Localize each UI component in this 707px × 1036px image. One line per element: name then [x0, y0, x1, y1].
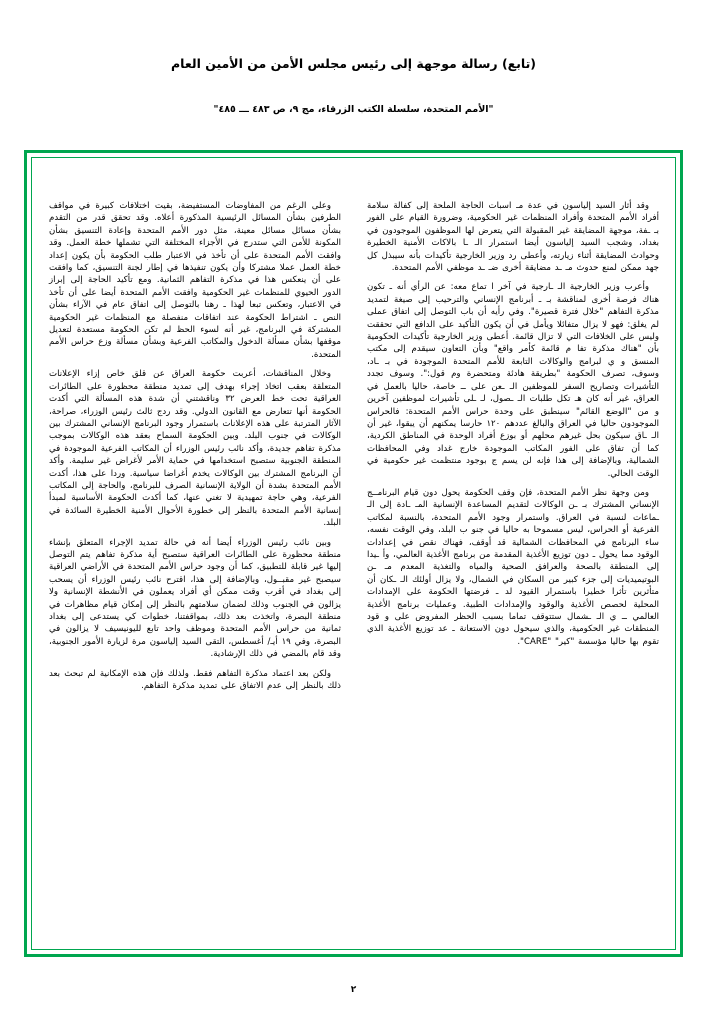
- page-number: ٢: [350, 985, 357, 995]
- document-source-citation: "الأمم المتحدة، سلسلة الكتب الزرقاء، مج ٩، ص ٤٨٣ ـــ ٤٨٥": [213, 104, 494, 115]
- column-left: [49, 200, 341, 900]
- paragraph: وعلى الرغم من المفاوضات المستفيضة، بقيت اختلافات كبيرة في مواقف الطرفين بشأن المسائل الرئيسية المذكورة أعلاه. وقد تحقق قدر من التقدم بشأن مسائل مسائل معينة، مثل دور الأمم المتحدة وإعادة التنسيق بشأن المكونة للأمن التي ستدرج في الأجزاء المختلفة التي تشملها خطة العمل. وقد وافقت الأمم المتحدة على أن تأخذ في الاعتبار طلب الحكومة بأن يكون إعداد خطة العمل عملا مشتركا وأن يكون تنفيذها في إطار لجنة التنسيق، كما وافقت على أن ينعكس هذا في مذكرة التفاهم الثمانية. ومع تأكيد الحاجة إلى إبراز الدور الحيوي للمنظمات غير الحكومية وافقت الأمم المتحدة أيضا على أن تأخذ في الاعتبار، وتعكس تبعا لهذا ـ رهنا بالتوصل إلى اتفاق عام في الآراء بشأن النص ـ اشتراط الحكومة عند اتفاقات منفصلة مع المنظمات غير الحكومية المشتركة في البرنامج، غير أنه لسوء الحظ لم تكن الحكومة مستعدة لتعديل موقفها بشأن مسألة الدخول والمكاتب الفرعية وبشأن مسألة وزع حراس الأمم المتحدة.: [49, 201, 341, 360]
- two-column-body: [48, 200, 659, 900]
- paragraph: وخلال المناقشات، أعربت حكومة العراق عن قلق خاص إزاء الإعلانات المتعلقة بعقب اتخاذ إجراء بهدف إلى تمديد منطقة محظورة على الطائرات العراقية تحت خط العرض ٣٢ وناقشتني أن شدة هذه المسألة التي أكدت الحكومة أنها تتعارض مع القانون الدولي. وقد ردج ثالث رئيس الوزراء، صراحة، الآثار المترتبة على هذه الإعلانات باستمرار وجود البرنامج الإنساني المشترك بين الوكالات في جنوب البلد. وبين الحكومة السماح بعقد هذه الوكالات بموجب مذكرة تفاهم جديدة، وأكد نائب رئيس الوزراء أن المكاتب الفرعية الموجودة في المنطقة الجنوبية ستصبح استخدامها في حماية الأمر لأغراض غير سليمة. وأكد أن البرنامج المشترك بين الوكالات يخدم أغراضا سياسية. وردا على هذا، أكدت الأمم المتحدة بشدة أن الولاية الإنسانية الصرف للبرنامج، والحاجة إلى المكاتب الفرعية، وهي حاجة تمهيدية لا تغني عنها، كما أكدت الحكومة الأساسية لمبدأ إنسانية الأمم المتحدة بالنظر إلى خطورة الأحوال الأمنية الخطيرة السائدة في البلد.: [49, 369, 341, 529]
- paragraph: وأعرب وزير الخارجية الـ ـارجية في آخر ا تماع معه: عن الرأي أنه ـ تكون هناك فرصة أخرى لمناقشة بـ ـ أبرنامج الإنساني والترحيب إلى صيغة لتمديد مذكرة التفاهم "خلال فترة قصيرة". وفي رأيه أن باب التوصل إلى اتفاق عملى لم يغلق: فهو لا يزال متفائلا ويأمل في أن يكون التأكيد على الدافع التي تحققت وليس على الخلافات التي لا تزال قائمة. أعطى وزير الخارجية تأكيدات الحكومية بأن "هناك مذكرة تفا م قائمة كأمر واقع" وبأن التعاون سيقدم إلى مكتب المنسق و ي لبرامج والوكالات التابعة للأمم المتحدة الموجودة في بـ ـاد، وسوف، تصرف الحكومة "بطريقة هادئة ومتحضرة وم قول:". وسوف تجدد التأشيرات وتصاريح السفر للموظفين الـ ـعن على ــ خاصة، حاليا بالعمل في العراق، غير أنه كان هـ تكل طلبات الـ ـصول، لـ ـلى تأشيرات لموظفين آخرين و من "الوضع القائم" سينطبق على وحدة حراس الأمم المتحدة: فالحراس الموجودون حاليا في العراق والبالغ عددهم ١٢٠ حارسا يمكنهم أن يبقوا، غير أن الـ ـاق سيكون بحل غيرهم محلهم أو بوزع أفراد الوحدة في المناطق الكردية، كما أن تفاق على الفور المكاتب الموجودة خارج غداد وفي المحافظات الشمالية، وبالإضافة إلى هذا فإنه لن يسم ج بوجود منتظمت غير حكومية في الوقت الحالي.: [367, 282, 659, 479]
- paragraph: ولكن بعد اعتماد مذكرة التفاهم فقط. ولذلك فإن هذه الإمكانية لم تبحث بعد ذلك بالنظر إلى عدم الاتفاق على تمديد مذكرة التفاهم.: [49, 668, 341, 692]
- paragraph: ومن وجهة نظر الأمم المتحدة، فإن وقف الحكومة يحول دون قيام البرنامــج الإنساني المشترك بـ ـن الوكالات لتقديم المساعدة الإنسانية المـ ـادة إلى الـ ـماعات لنسبة في العراق. واستمرار وجود الأمم المتحدة، بالنسبة لمكاتب الفرعية أو الحراس، ليس مسموحا به حاليا في جنو ب البلد، وفي الوقت نفسه، ساء البرنامج في المحافظات الشمالية قد أوقف، فهناك نقص في إعدادات الوقود مما يحول ـ دون توزيع الأغذية المقدمة من برنامج الأغذية العالمي، وأ ـيدا إلى المنطقة بالصحة والعرافق الصحية والمياه والتغذية المعدم مـ ـن البوتيميديات إلى جزء كبير من السكان في الشمال، ولا يزال أولئك الـ ـكان أن متأثرين تأثرا خطيرا باستمرار القيود لد ـ فرضتها الحكومة على الإمدادات المحلية لحصص الأغذية والوقود والإمدادات الطبية. وعمليات برنامج الأغذية العالمي ــ ي الـ ـشمال ستتوقف تماما بسبب الحظر المفروض على و قود المنطقات غير الحكومية، والذي سيحول دون الاستعانة ـ عد توزيع الأغذية الذي تقوم بها حاليا مؤسسة "كير" "CARE".: [367, 487, 659, 647]
- paragraph: وقد أثار السيد إلياسون في عدة مـ اسبات الحاجة الملحة إلى كفالة سلامة أفراد الأمم المتحدة وأفراد المنظمات غير الحكومية، وضرورة القيام على الفور بـ ـفة، موجهة المضايقة غير المقبولة التي يتعرض لها الموظفون الموجودون في بغداد، وشجب السيد إلياسون أيضا استمرار الـ ـا بالاكات الأمنية الخطيرة وحوادث المضايقة أثناء زيارته، وأعطى رد وزير الخارجية تأكيدات بأنه سيبذل كل جهد ممكن لمنع حدوث مـ ـد مضايقة أخرى ضـ ـد موظفي الأمم المتحدة.: [367, 201, 659, 274]
- page-title: (تابع) رسالة موجهة إلى رئيس مجلس الأمن من الأمين العام: [170, 56, 537, 71]
- column-right: [367, 200, 659, 900]
- paragraph: وبين نائب رئيس الوزراء أيضا أنه في حالة تمديد الإجراء المتعلق بإنشاء منطقة محظورة على الطائرات العراقية ستصبح أية مذكرة تفاهم يتم التوصل إليها غير قابلة للتطبيق، كما أن وجود حراس الأمم المتحدة في الأراضي العراقية سيصبح غير مقبــول، وبالإضافة إلى هذا، اقترح نائب رئيس الوزراء أن يسحب إلى بغداد في أقرب وقت ممكن أي أفراد يعملون في الأنشطة الإنسانية ولا يزالون في الجنوب وذلك لضمان سلامتهم بالنظر إلى إمكان قيام مظاهرات في منطقة البصرة، واتخذت بعد ذلك، بمواقفتنا، خطوات كي يستدعى إلى بغداد ثمانية من حراس الأمم المتحدة وموظف واحد تابع لليونيسيف لا يزالون في البصرة، وفي ١٩ أيـ/ أغسطس، التقى السيد إلياسون مرة لزيارة الأمور الجنوبية، وقد قام بالمضي في ذلك الإرشادية.: [49, 537, 341, 660]
